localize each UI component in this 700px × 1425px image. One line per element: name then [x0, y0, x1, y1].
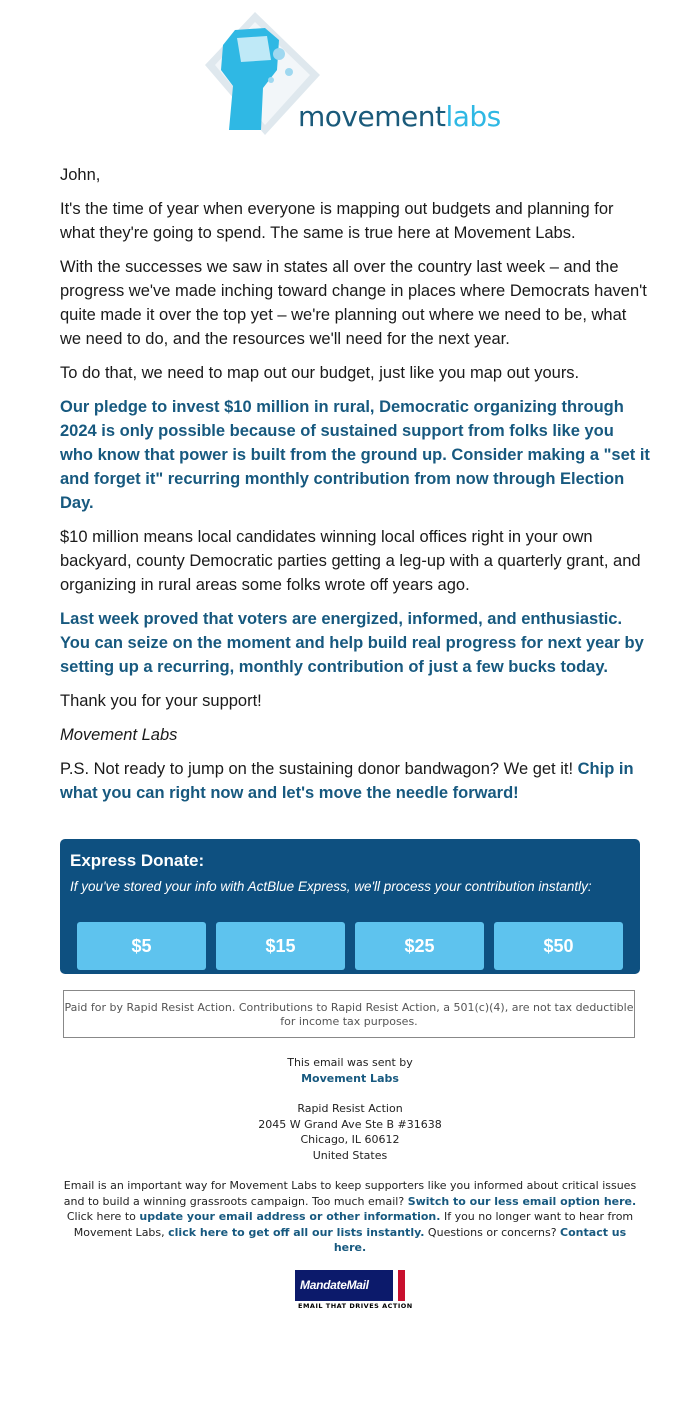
- address-city: Chicago, IL 60612: [300, 1133, 400, 1146]
- chip-in-link[interactable]: Chip in what you can right now and let's move the needle forward!: [60, 760, 634, 802]
- donate-25-button[interactable]: $25: [355, 922, 484, 970]
- paid-for-disclaimer: Paid for by Rapid Resist Action. Contributions to Rapid Resist Action, a 501(c)(4), are not tax deductible for income tax purposes.: [63, 990, 635, 1038]
- donate-15-button[interactable]: $15: [216, 922, 345, 970]
- recurring-contribution-link[interactable]: Last week proved that voters are energized, informed, and enthusiastic. You can seize on the moment and help build real progress for next year by setting up a recurring, monthly contribution of just a few bucks today.: [60, 610, 644, 676]
- footer-text-3: If you no longer want to hear from Movement Labs,: [73, 1210, 634, 1239]
- express-donate-panel: [60, 839, 640, 974]
- address-org: Rapid Resist Action: [297, 1102, 403, 1115]
- donate-50-button[interactable]: $50: [494, 922, 623, 970]
- donate-5-button[interactable]: $5: [77, 922, 206, 970]
- footer-text-2: Click here to: [66, 1210, 140, 1223]
- email-footer: [60, 1055, 640, 1271]
- logo-wordmark: [298, 100, 501, 133]
- thanks-line: Thank you for your support!: [60, 692, 262, 710]
- express-donate-title: Express Donate:: [70, 851, 205, 870]
- pledge-link[interactable]: Our pledge to invest $10 million in rural, Democratic organizing through 2024 is only possible because of sustained support from folks like you who know that power is built from the ground up. Consider making a "set it and forget it" recurring monthly contribution from now through Election Day.: [60, 398, 650, 512]
- express-donate-subtitle: If you've stored your info with ActBlue Express, we'll process your contribution instantly:: [70, 879, 592, 894]
- unsubscribe-link[interactable]: click here to get off all our lists instantly.: [168, 1225, 425, 1239]
- contact-us-link[interactable]: Contact us here.: [333, 1225, 627, 1254]
- paragraph-5: $10 million means local candidates winning local offices right in your own backyard, county Democratic parties getting a leg-up with a quarterly grant, and organizing in rural areas some folks wrote off years ago.: [60, 528, 641, 594]
- signature: Movement Labs: [60, 726, 178, 744]
- mandatemail-logo[interactable]: [295, 1270, 413, 1314]
- footer-text-1: Email is an important way for Movement Labs to keep supporters like you informed about critical issues and to build a winning grassroots campaign. Too much email?: [63, 1179, 637, 1208]
- paragraph-3: To do that, we need to map out our budget, just like you map out yours.: [60, 364, 580, 382]
- mandatemail-tagline: EMAIL THAT DRIVES ACTION: [298, 1302, 413, 1310]
- address-street: 2045 W Grand Ave Ste B #31638: [258, 1117, 442, 1131]
- ps-text: P.S. Not ready to jump on the sustaining donor bandwagon? We get it!: [60, 760, 578, 778]
- greeting: John,: [60, 166, 101, 184]
- paragraph-2: With the successes we saw in states all over the country last week – and the progress we've made inching toward change in places where Democrats haven't quite made it over the top yet – we're planning out where we need to be, what we need to do, and the resources we'll need for the next year.: [60, 258, 647, 348]
- footer-text-4: Questions or concerns?: [424, 1225, 561, 1239]
- mailing-address: [60, 1101, 640, 1163]
- flag-icon: [393, 1270, 405, 1301]
- unsubscribe-text: [60, 1178, 640, 1256]
- logo-word-movement: movement: [298, 100, 446, 133]
- email-body: [60, 163, 650, 815]
- mandatemail-bar: [295, 1270, 393, 1301]
- address-country: United States: [312, 1148, 388, 1162]
- paragraph-1: It's the time of year when everyone is mapping out budgets and planning for what they're going to spend. The same is true here at Movement Labs.: [60, 200, 614, 242]
- postscript: [60, 757, 650, 805]
- sender-link[interactable]: Movement Labs: [301, 1071, 399, 1085]
- logo-word-labs: labs: [445, 100, 501, 133]
- sent-by-label: This email was sent by: [287, 1056, 413, 1069]
- update-email-link[interactable]: update your email address or other information.: [139, 1210, 441, 1223]
- sender-block: [60, 1055, 640, 1086]
- mandatemail-name: MandateMail: [300, 1278, 369, 1292]
- less-email-link[interactable]: Switch to our less email option here.: [407, 1194, 637, 1208]
- movement-labs-logo: [195, 10, 505, 140]
